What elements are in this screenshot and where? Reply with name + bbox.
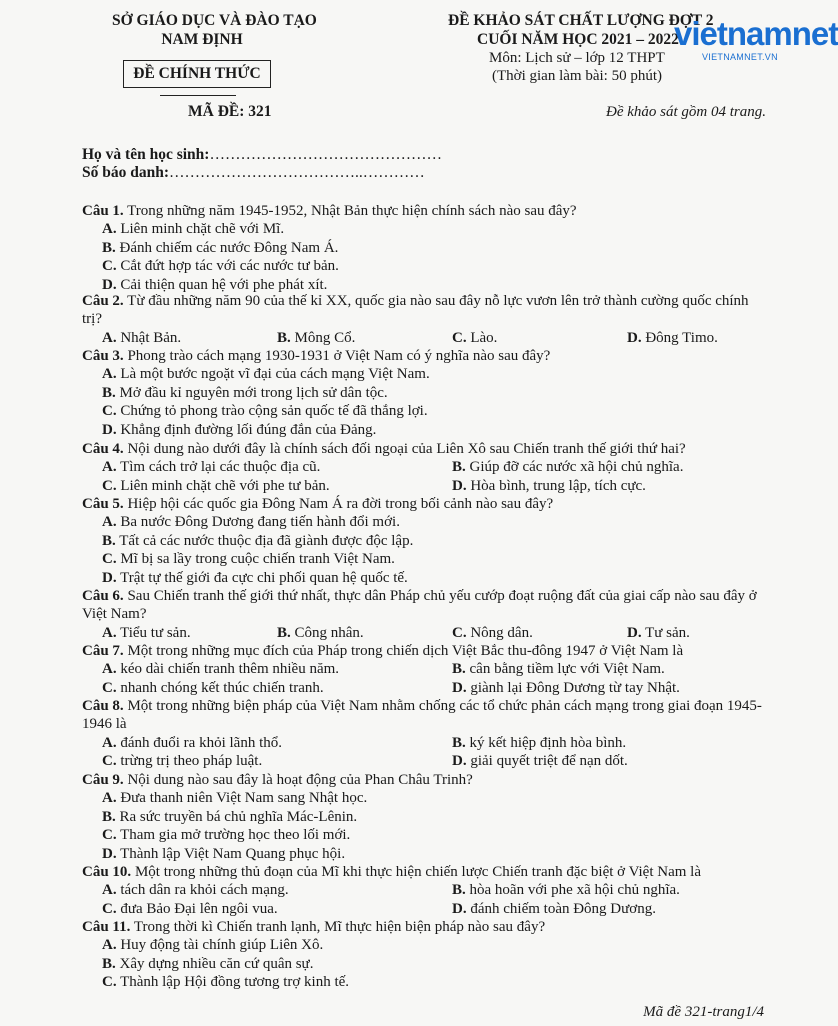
option-letter: B.: [102, 955, 116, 972]
option-letter: D.: [627, 624, 642, 641]
option-letter: B.: [452, 661, 466, 678]
option-text: kéo dài chiến tranh thêm nhiều năm.: [116, 661, 340, 678]
option-letter: C.: [102, 403, 117, 420]
option-text: Công nhân.: [290, 624, 364, 641]
option-text: Nông dân.: [466, 624, 533, 641]
question-9-option: [102, 845, 345, 863]
question-1-option: [102, 257, 339, 275]
option-text: Là một bước ngoặt vĩ đại của cách mạng Việt Nam.: [116, 366, 430, 383]
option-text: Tiểu tư sản.: [116, 624, 191, 641]
option-text: Đánh chiếm các nước Đông Nam Á.: [115, 239, 339, 256]
question-text: Trong những năm 1945-1952, Nhật Bản thực hiện chính sách nào sau đây?: [123, 203, 577, 219]
question-4-option: [452, 477, 646, 495]
option-letter: C.: [452, 624, 467, 641]
question-1-option: [102, 239, 338, 257]
option-text: đưa Bảo Đại lên ngôi vua.: [116, 900, 278, 917]
question-number: Câu 3.: [82, 348, 124, 364]
question-text: Phong trào cách mạng 1930-1931 ở Việt Nam có ý nghĩa nào sau đây?: [123, 348, 551, 364]
option-text: Tư sản.: [641, 624, 690, 641]
option-text: đánh chiếm toàn Đông Dương.: [466, 900, 656, 917]
option-text: Cải thiện quan hệ với phe phát xít.: [116, 276, 328, 293]
option-text: giải quyết triệt để nạn dốt.: [466, 753, 628, 770]
option-text: Tất cả các nước thuộc địa đã giành được độc lập.: [115, 532, 414, 549]
province-name: NAM ĐỊNH: [161, 31, 243, 48]
question-5-option: [102, 513, 400, 531]
question-2: [82, 292, 767, 329]
option-text: hòa hoãn với phe xã hội chủ nghĩa.: [465, 882, 680, 899]
question-6-option: [277, 624, 364, 642]
option-text: Mở đầu kỉ nguyên mới trong lịch sử dân tộc.: [115, 384, 388, 401]
option-letter: A.: [102, 734, 117, 751]
question-8-option: [102, 734, 282, 752]
question-10-option: [102, 900, 278, 918]
question-text: Một trong những mục đích của Pháp trong chiến dịch Việt Bắc thu-đông 1947 ở Việt Nam là: [123, 643, 684, 659]
option-text: Ba nước Đông Dương đang tiến hành đổi mới.: [116, 514, 400, 531]
question-10: [82, 863, 767, 881]
time-line: (Thời gian làm bài: 50 phút): [492, 68, 662, 84]
question-3: [82, 347, 767, 365]
option-letter: A.: [102, 514, 117, 531]
question-9-option: [102, 789, 367, 807]
option-text: đánh đuổi ra khỏi lãnh thổ.: [116, 734, 282, 751]
option-text: Nhật Bản.: [116, 329, 182, 346]
option-letter: B.: [277, 329, 291, 346]
question-5: [82, 495, 767, 513]
question-8-option: [452, 734, 626, 752]
option-text: Lào.: [466, 329, 498, 346]
question-number: Câu 4.: [82, 441, 124, 457]
question-3-option: [102, 365, 430, 383]
student-name-label: Họ và tên học sinh:: [82, 146, 210, 163]
question-number: Câu 11.: [82, 919, 131, 935]
question-11-option: [102, 936, 323, 954]
option-letter: C.: [102, 551, 117, 568]
option-letter: C.: [102, 477, 117, 494]
question-number: Câu 8.: [82, 698, 124, 714]
question-number: Câu 9.: [82, 772, 124, 788]
option-letter: B.: [102, 239, 116, 256]
option-letter: C.: [102, 258, 117, 275]
option-text: Liên minh chặt chẽ với phe tư bản.: [116, 477, 330, 494]
option-text: Liên minh chặt chẽ với Mĩ.: [116, 221, 285, 238]
question-1: [82, 202, 767, 220]
question-6-option: [102, 624, 191, 642]
option-letter: D.: [627, 329, 642, 346]
logo-word-a: vietnam: [674, 15, 792, 52]
option-letter: D.: [452, 753, 467, 770]
question-number: Câu 2.: [82, 293, 124, 309]
question-4-option: [452, 458, 683, 476]
option-text: Cắt đứt hợp tác với các nước tư bản.: [116, 258, 339, 275]
question-text: Hiệp hội các quốc gia Đông Nam Á ra đời trong bối cảnh nào sau đây?: [123, 496, 554, 512]
question-4-option: [102, 458, 320, 476]
question-6-option: [452, 624, 533, 642]
option-letter: B.: [102, 384, 116, 401]
option-text: Thành lập Việt Nam Quang phục hội.: [116, 845, 346, 862]
option-text: Mĩ bị sa lầy trong cuộc chiến tranh Việt Nam.: [116, 551, 395, 568]
option-letter: A.: [102, 882, 117, 899]
student-name-field: [82, 146, 442, 164]
option-letter: B.: [277, 624, 291, 641]
question-3-option: [102, 421, 376, 439]
school-year: CUỐI NĂM HỌC 2021 – 2022: [477, 31, 679, 48]
question-10-option: [452, 900, 656, 918]
option-letter: D.: [452, 477, 467, 494]
option-letter: B.: [102, 532, 116, 549]
question-10-option: [452, 881, 680, 899]
option-letter: C.: [102, 753, 117, 770]
exam-code: MÃ ĐỀ: 321: [188, 103, 272, 120]
option-text: cân bằng tiềm lực với Việt Nam.: [465, 661, 665, 678]
option-letter: A.: [102, 459, 117, 476]
option-letter: D.: [452, 900, 467, 917]
option-letter: A.: [102, 937, 117, 954]
option-text: giành lại Đông Dương từ tay Nhật.: [466, 679, 680, 696]
option-letter: A.: [102, 790, 117, 807]
question-number: Câu 1.: [82, 203, 124, 219]
option-letter: C.: [102, 974, 117, 991]
student-name-dots: ………………………………………: [209, 146, 442, 163]
vietnamnet-logo: [672, 14, 838, 66]
question-text: Nội dung nào dưới đây là chính sách đối ngoại của Liên Xô sau Chiến tranh thế giới thứ hai?: [123, 441, 686, 457]
logo-word-b: net: [791, 15, 838, 52]
page-footer: Mã đề 321-trang1/4: [643, 1004, 764, 1020]
option-text: tách dân ra khỏi cách mạng.: [116, 882, 289, 899]
department-name: SỞ GIÁO DỤC VÀ ĐÀO TẠO: [112, 12, 317, 29]
question-5-option: [102, 569, 408, 587]
question-1-option: [102, 220, 284, 238]
question-5-option: [102, 532, 413, 550]
question-2-option: [627, 329, 718, 347]
question-9: [82, 771, 767, 789]
question-3-option: [102, 402, 428, 420]
option-letter: B.: [452, 882, 466, 899]
option-letter: C.: [102, 827, 117, 844]
option-text: Mông Cổ.: [290, 329, 356, 346]
question-11-option: [102, 973, 349, 991]
question-8: [82, 697, 767, 734]
question-7-option: [452, 660, 665, 678]
student-id-dots: ………………………………..…………: [169, 164, 425, 181]
question-number: Câu 6.: [82, 588, 124, 604]
question-11: [82, 918, 767, 936]
question-8-option: [452, 752, 628, 770]
question-text: Một trong những biện pháp của Việt Nam nhằm chống các tổ chức phản cách mạng trong giai đoạn 1945-1946 là: [82, 698, 762, 733]
option-letter: B.: [452, 459, 466, 476]
option-text: Đưa thanh niên Việt Nam sang Nhật học.: [116, 790, 368, 807]
pages-note: Đề khảo sát gồm 04 trang.: [606, 104, 766, 120]
question-9-option: [102, 826, 350, 844]
official-exam-box: ĐỀ CHÍNH THỨC: [123, 60, 271, 88]
student-id-field: [82, 164, 425, 182]
question-7: [82, 642, 767, 660]
option-letter: D.: [102, 421, 117, 438]
option-text: Hòa bình, trung lập, tích cực.: [466, 477, 646, 494]
option-text: Đông Timo.: [641, 329, 718, 346]
question-7-option: [452, 679, 680, 697]
option-text: nhanh chóng kết thúc chiến tranh.: [116, 679, 324, 696]
option-text: Huy động tài chính giúp Liên Xô.: [116, 937, 324, 954]
question-number: Câu 7.: [82, 643, 124, 659]
subject-line: Môn: Lịch sử – lớp 12 THPT: [489, 50, 665, 66]
question-10-option: [102, 881, 289, 899]
question-7-option: [102, 679, 324, 697]
option-letter: A.: [102, 624, 117, 641]
option-letter: D.: [102, 569, 117, 586]
question-text: Trong thời kì Chiến tranh lạnh, Mĩ thực hiện biện pháp nào sau đây?: [130, 919, 546, 935]
option-letter: A.: [102, 366, 117, 383]
option-text: ký kết hiệp định hòa bình.: [465, 734, 627, 751]
exam-title: ĐỀ KHẢO SÁT CHẤT LƯỢNG ĐỢT 2: [448, 12, 714, 29]
option-text: trừng trị theo pháp luật.: [116, 753, 263, 770]
option-text: Ra sức truyền bá chủ nghĩa Mác-Lênin.: [115, 808, 358, 825]
option-letter: C.: [452, 329, 467, 346]
question-text: Nội dung nào sau đây là hoạt động của Phan Châu Trinh?: [123, 772, 473, 788]
option-text: Giúp đỡ các nước xã hội chủ nghĩa.: [465, 459, 684, 476]
question-11-option: [102, 955, 313, 973]
option-text: Tìm cách trở lại các thuộc địa cũ.: [116, 459, 321, 476]
option-letter: B.: [102, 808, 116, 825]
question-7-option: [102, 660, 339, 678]
option-text: Xây dựng nhiều căn cứ quân sự.: [115, 955, 314, 972]
option-text: Khẳng định đường lối đúng đắn của Đảng.: [116, 421, 377, 438]
question-text: Một trong những thủ đoạn của Mĩ khi thực hiện chiến lược Chiến tranh đặc biệt ở Việt Nam là: [131, 864, 701, 880]
question-2-option: [277, 329, 355, 347]
option-text: Trật tự thế giới đa cực chi phối quan hệ quốc tế.: [116, 569, 408, 586]
question-2-option: [452, 329, 497, 347]
question-4: [82, 440, 767, 458]
header-divider: [160, 95, 236, 96]
question-5-option: [102, 550, 395, 568]
question-9-option: [102, 808, 357, 826]
option-letter: A.: [102, 329, 117, 346]
option-text: Thành lập Hội đồng tương trợ kinh tế.: [116, 974, 350, 991]
question-text: Sau Chiến tranh thế giới thứ nhất, thực dân Pháp chủ yếu cướp đoạt ruộng đất của giai cấp nào sau đây ở Việt Nam?: [82, 588, 757, 623]
option-text: Tham gia mở trường học theo lối mới.: [116, 827, 351, 844]
question-8-option: [102, 752, 262, 770]
question-number: Câu 5.: [82, 496, 124, 512]
option-letter: A.: [102, 221, 117, 238]
option-letter: D.: [452, 679, 467, 696]
question-text: Từ đầu những năm 90 của thế kỉ XX, quốc gia nào sau đây nỗ lực vươn lên trở thành cường quốc chính trị?: [82, 293, 749, 328]
question-3-option: [102, 384, 388, 402]
option-letter: B.: [452, 734, 466, 751]
question-6: [82, 587, 767, 624]
student-id-label: Số báo danh:: [82, 164, 170, 181]
option-letter: D.: [102, 276, 117, 293]
option-letter: D.: [102, 845, 117, 862]
question-6-option: [627, 624, 690, 642]
question-number: Câu 10.: [82, 864, 132, 880]
logo-url: VIETNAMNET.VN: [702, 52, 778, 62]
option-text: Chứng tỏ phong trào cộng sản quốc tế đã thắng lợi.: [116, 403, 428, 420]
option-letter: A.: [102, 661, 117, 678]
option-letter: C.: [102, 679, 117, 696]
question-2-option: [102, 329, 181, 347]
option-letter: C.: [102, 900, 117, 917]
question-4-option: [102, 477, 330, 495]
